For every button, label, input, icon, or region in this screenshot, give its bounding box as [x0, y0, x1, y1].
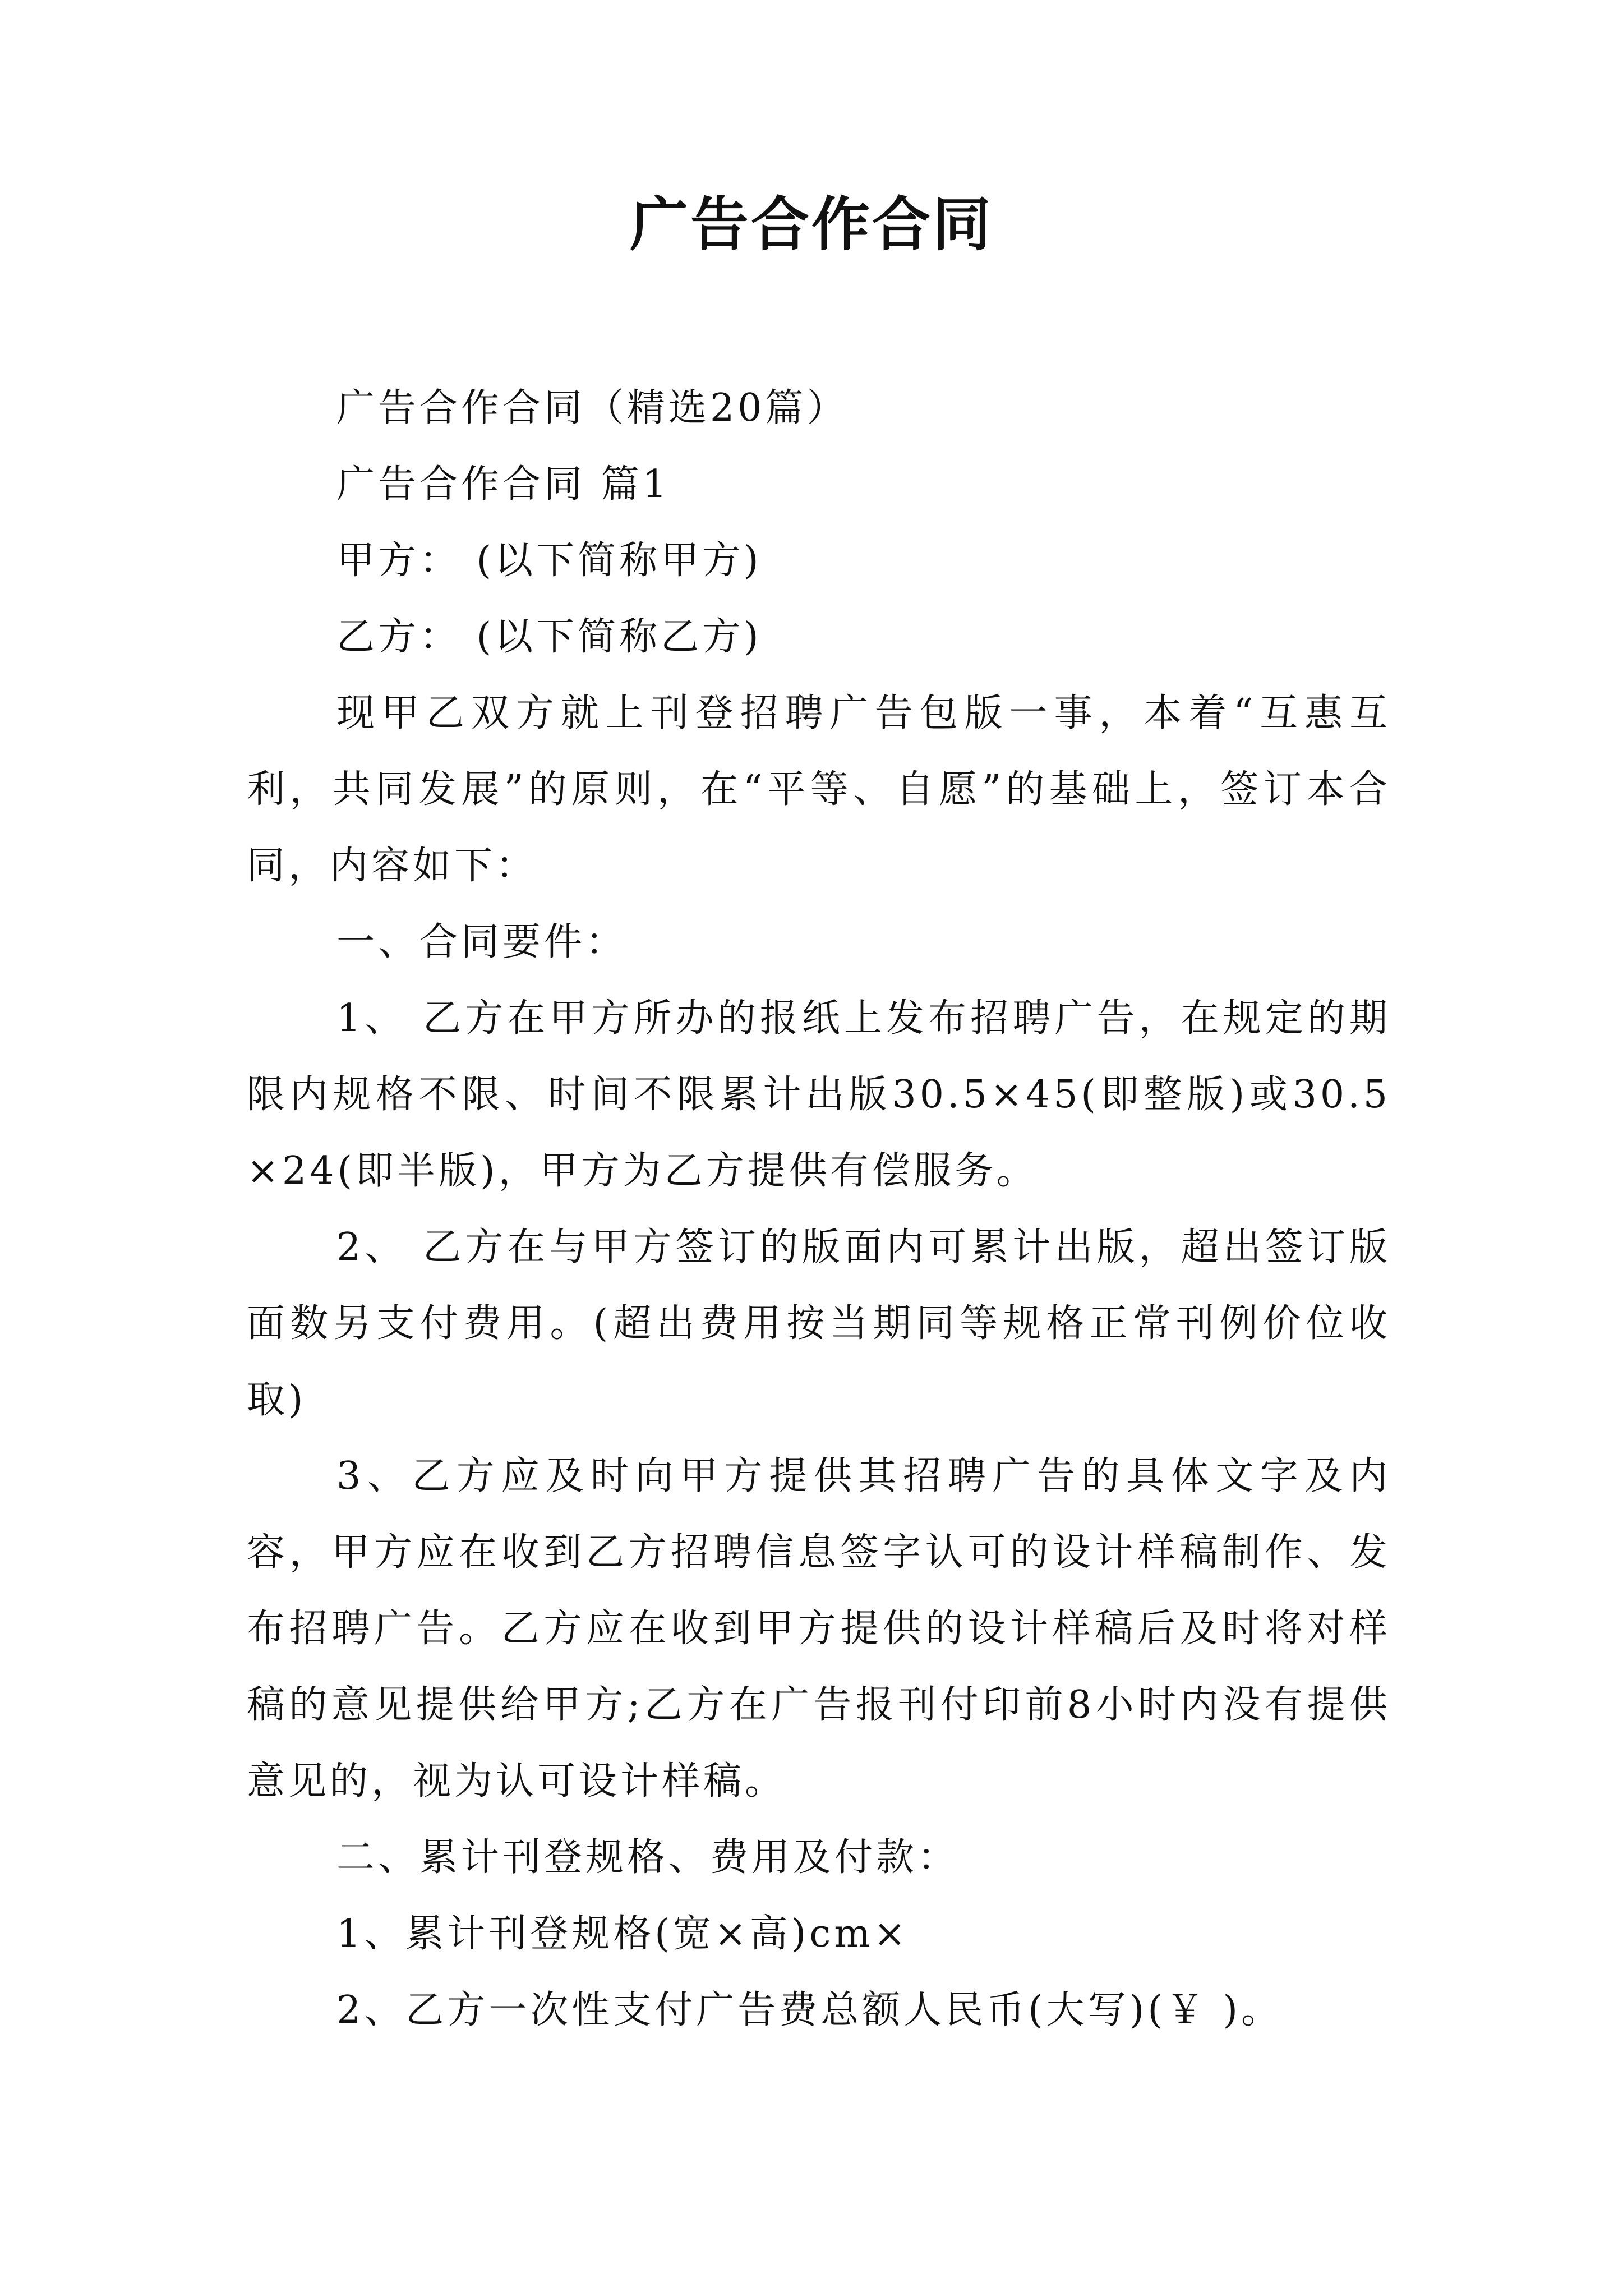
document-title: 广告合作合同: [629, 190, 993, 259]
paragraph-preamble: 现甲乙双方就上刊登招聘广告包版一事，本着“互惠互利，共同发展”的原则，在“平等、自愿”的基础上，签订本合同，内容如下：: [247, 691, 1391, 888]
paragraph-clause-1-2: 2、 乙方在与甲方签订的版面内可累计出版，超出签订版面数另支付费用。(超出费用按当期同等规格正常刊例价位收取): [247, 1225, 1391, 1422]
paragraph-party-a: 甲方： (以下简称甲方): [336, 539, 762, 583]
paragraph-clause-heading-1: 一、合同要件：: [336, 920, 628, 964]
paragraph-party-b: 乙方： (以下简称乙方): [336, 615, 762, 659]
paragraph-section-heading: 广告合作合同 篇1: [336, 462, 670, 507]
paragraph-subtitle: 广告合作合同（精选20篇）: [336, 386, 849, 430]
paragraph-clause-1-1: 1、 乙方在甲方所办的报纸上发布招聘广告，在规定的期限内规格不限、时间不限累计出版30.5×45(即整版)或30.5×24(即半版)，甲方为乙方提供有偿服务。: [247, 996, 1391, 1193]
paragraph-clause-heading-2: 二、累计刊登规格、费用及付款：: [336, 1835, 960, 1880]
paragraph-clause-2-2: 2、乙方一次性支付广告费总额人民币(大写)(￥ )。: [336, 1988, 1283, 2032]
paragraph-clause-1-3: 3、乙方应及时向甲方提供其招聘广告的具体文字及内容，甲方应在收到乙方招聘信息签字认可的设计样稿制作、发布招聘广告。乙方应在收到甲方提供的设计样稿后及时将对样稿的意见提供给甲方;乙方在广告报刊付印前8小时内没有提供意见的，视为认可设计样稿。: [247, 1454, 1391, 1803]
paragraph-clause-2-1: 1、累计刊登规格(宽×高)cm×: [336, 1912, 909, 1956]
document-body: [247, 370, 1391, 2049]
